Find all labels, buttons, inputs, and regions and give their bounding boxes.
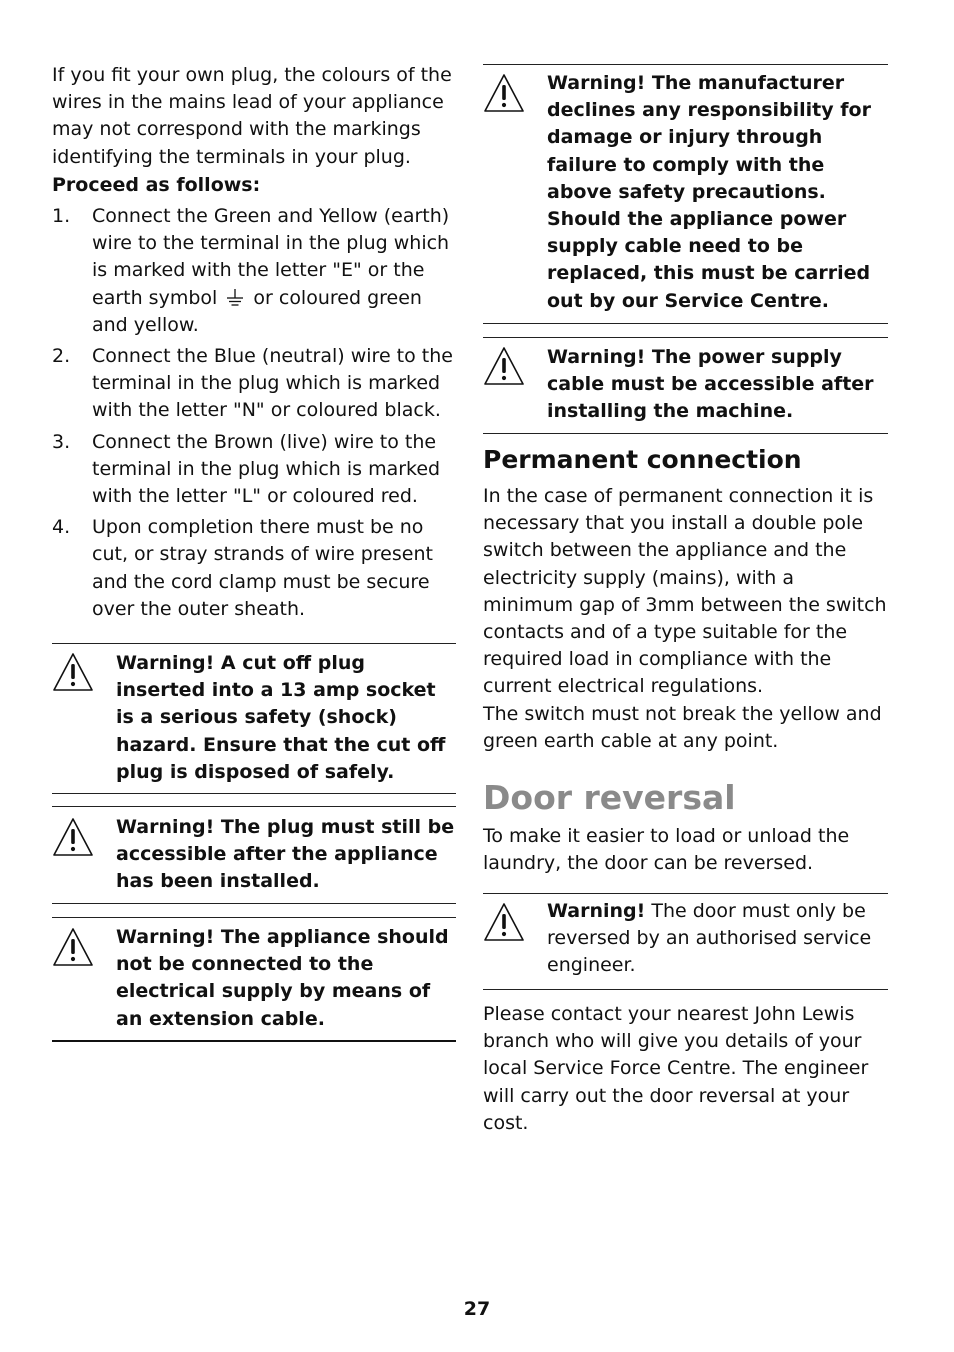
warning-message: The door must only be reversed by an authorised service engineer. bbox=[547, 900, 872, 977]
divider bbox=[483, 893, 888, 894]
proceed-heading: Proceed as follows: bbox=[52, 174, 261, 196]
divider bbox=[52, 643, 456, 644]
paragraph: The switch must not break the yellow and green earth cable at any point. bbox=[483, 702, 882, 752]
divider bbox=[483, 64, 888, 65]
page-number: 27 bbox=[463, 1298, 491, 1320]
divider bbox=[483, 433, 888, 434]
warning-text: Warning! The plug must still be accessible after the appliance has been installed. bbox=[116, 816, 455, 893]
door-reversal-body: To make it easier to load or unload the laundry, the door can be reversed. bbox=[483, 825, 850, 875]
paragraph: In the case of permanent connection it is necessary that you install a double pole switch between the appliance and the electricity supply (mains), with a minimum gap of 3mm between the switch contacts and of a type suitable for the required load in compliance with the current electrical regulations. bbox=[483, 485, 887, 698]
step-number: 1. bbox=[52, 205, 71, 227]
warning-triangle-icon bbox=[52, 927, 94, 967]
warning-triangle-icon bbox=[52, 817, 94, 857]
divider bbox=[483, 323, 888, 324]
divider bbox=[52, 917, 456, 918]
step-number: 3. bbox=[52, 430, 71, 453]
warning-text bbox=[547, 898, 888, 980]
warning-text: Warning! A cut off plug inserted into a 13 amp socket is a serious safety (shock) hazard. Ensure that the cut off plug is disposed of safely. bbox=[116, 652, 446, 783]
divider bbox=[52, 1040, 456, 1042]
divider bbox=[52, 793, 456, 794]
divider bbox=[483, 337, 888, 338]
warning-triangle-icon bbox=[52, 652, 94, 692]
step-text: Connect the Blue (neutral) wire to the terminal in the plug which is marked with the letter "N" or coloured black. bbox=[92, 345, 453, 422]
step-text-end: or coloured green and yellow. bbox=[92, 286, 422, 336]
earth-symbol-icon bbox=[225, 287, 245, 307]
section-heading-permanent-connection: Permanent connection bbox=[483, 445, 802, 474]
step-number: 4. bbox=[52, 516, 71, 539]
divider bbox=[483, 989, 888, 990]
warning-text: Warning! The power supply cable must be accessible after installing the machine. bbox=[547, 346, 874, 423]
section-heading-door-reversal: Door reversal bbox=[483, 778, 736, 817]
step-text: Upon completion there must be no cut, or stray strands of wire present and the cord clamp must be secure over the outer sheath. bbox=[92, 516, 433, 620]
warning-triangle-icon bbox=[483, 346, 525, 386]
divider bbox=[52, 806, 456, 807]
warning-text: Warning! The appliance should not be connected to the electrical supply by means of an extension cable. bbox=[116, 926, 449, 1030]
divider bbox=[52, 903, 456, 904]
contact-paragraph: Please contact your nearest John Lewis branch who will give you details of your local Service Force Centre. The engineer will carry out the door reversal at your cost. bbox=[483, 1003, 869, 1134]
step-text: Connect the Brown (live) wire to the terminal in the plug which is marked with the letter "L" or coloured red. bbox=[92, 430, 441, 508]
permanent-connection-body bbox=[483, 483, 888, 755]
intro-paragraph: If you fit your own plug, the colours of the wires in the mains lead of your appliance may not correspond with the markings identifying the terminals in your plug. bbox=[52, 64, 452, 168]
warning-text: Warning! The manufacturer declines any responsibility for damage or injury through failure to comply with the above safety precautions. Should the appliance power supply cable need to be replaced, this must be carried out by our Service Centre. bbox=[547, 72, 871, 312]
step-number: 2. bbox=[52, 345, 71, 368]
list-item bbox=[52, 514, 456, 623]
list-item bbox=[52, 203, 456, 339]
list-item bbox=[52, 343, 456, 425]
warning-triangle-icon bbox=[483, 73, 525, 113]
step-text: Connect the Green and Yellow (earth) wire to the terminal in the plug which is marked with the letter "E" or the earth symbol bbox=[92, 205, 450, 309]
warning-label: Warning! bbox=[547, 900, 646, 922]
list-item bbox=[52, 429, 456, 511]
warning-triangle-icon bbox=[483, 902, 525, 942]
steps-list bbox=[52, 203, 456, 627]
